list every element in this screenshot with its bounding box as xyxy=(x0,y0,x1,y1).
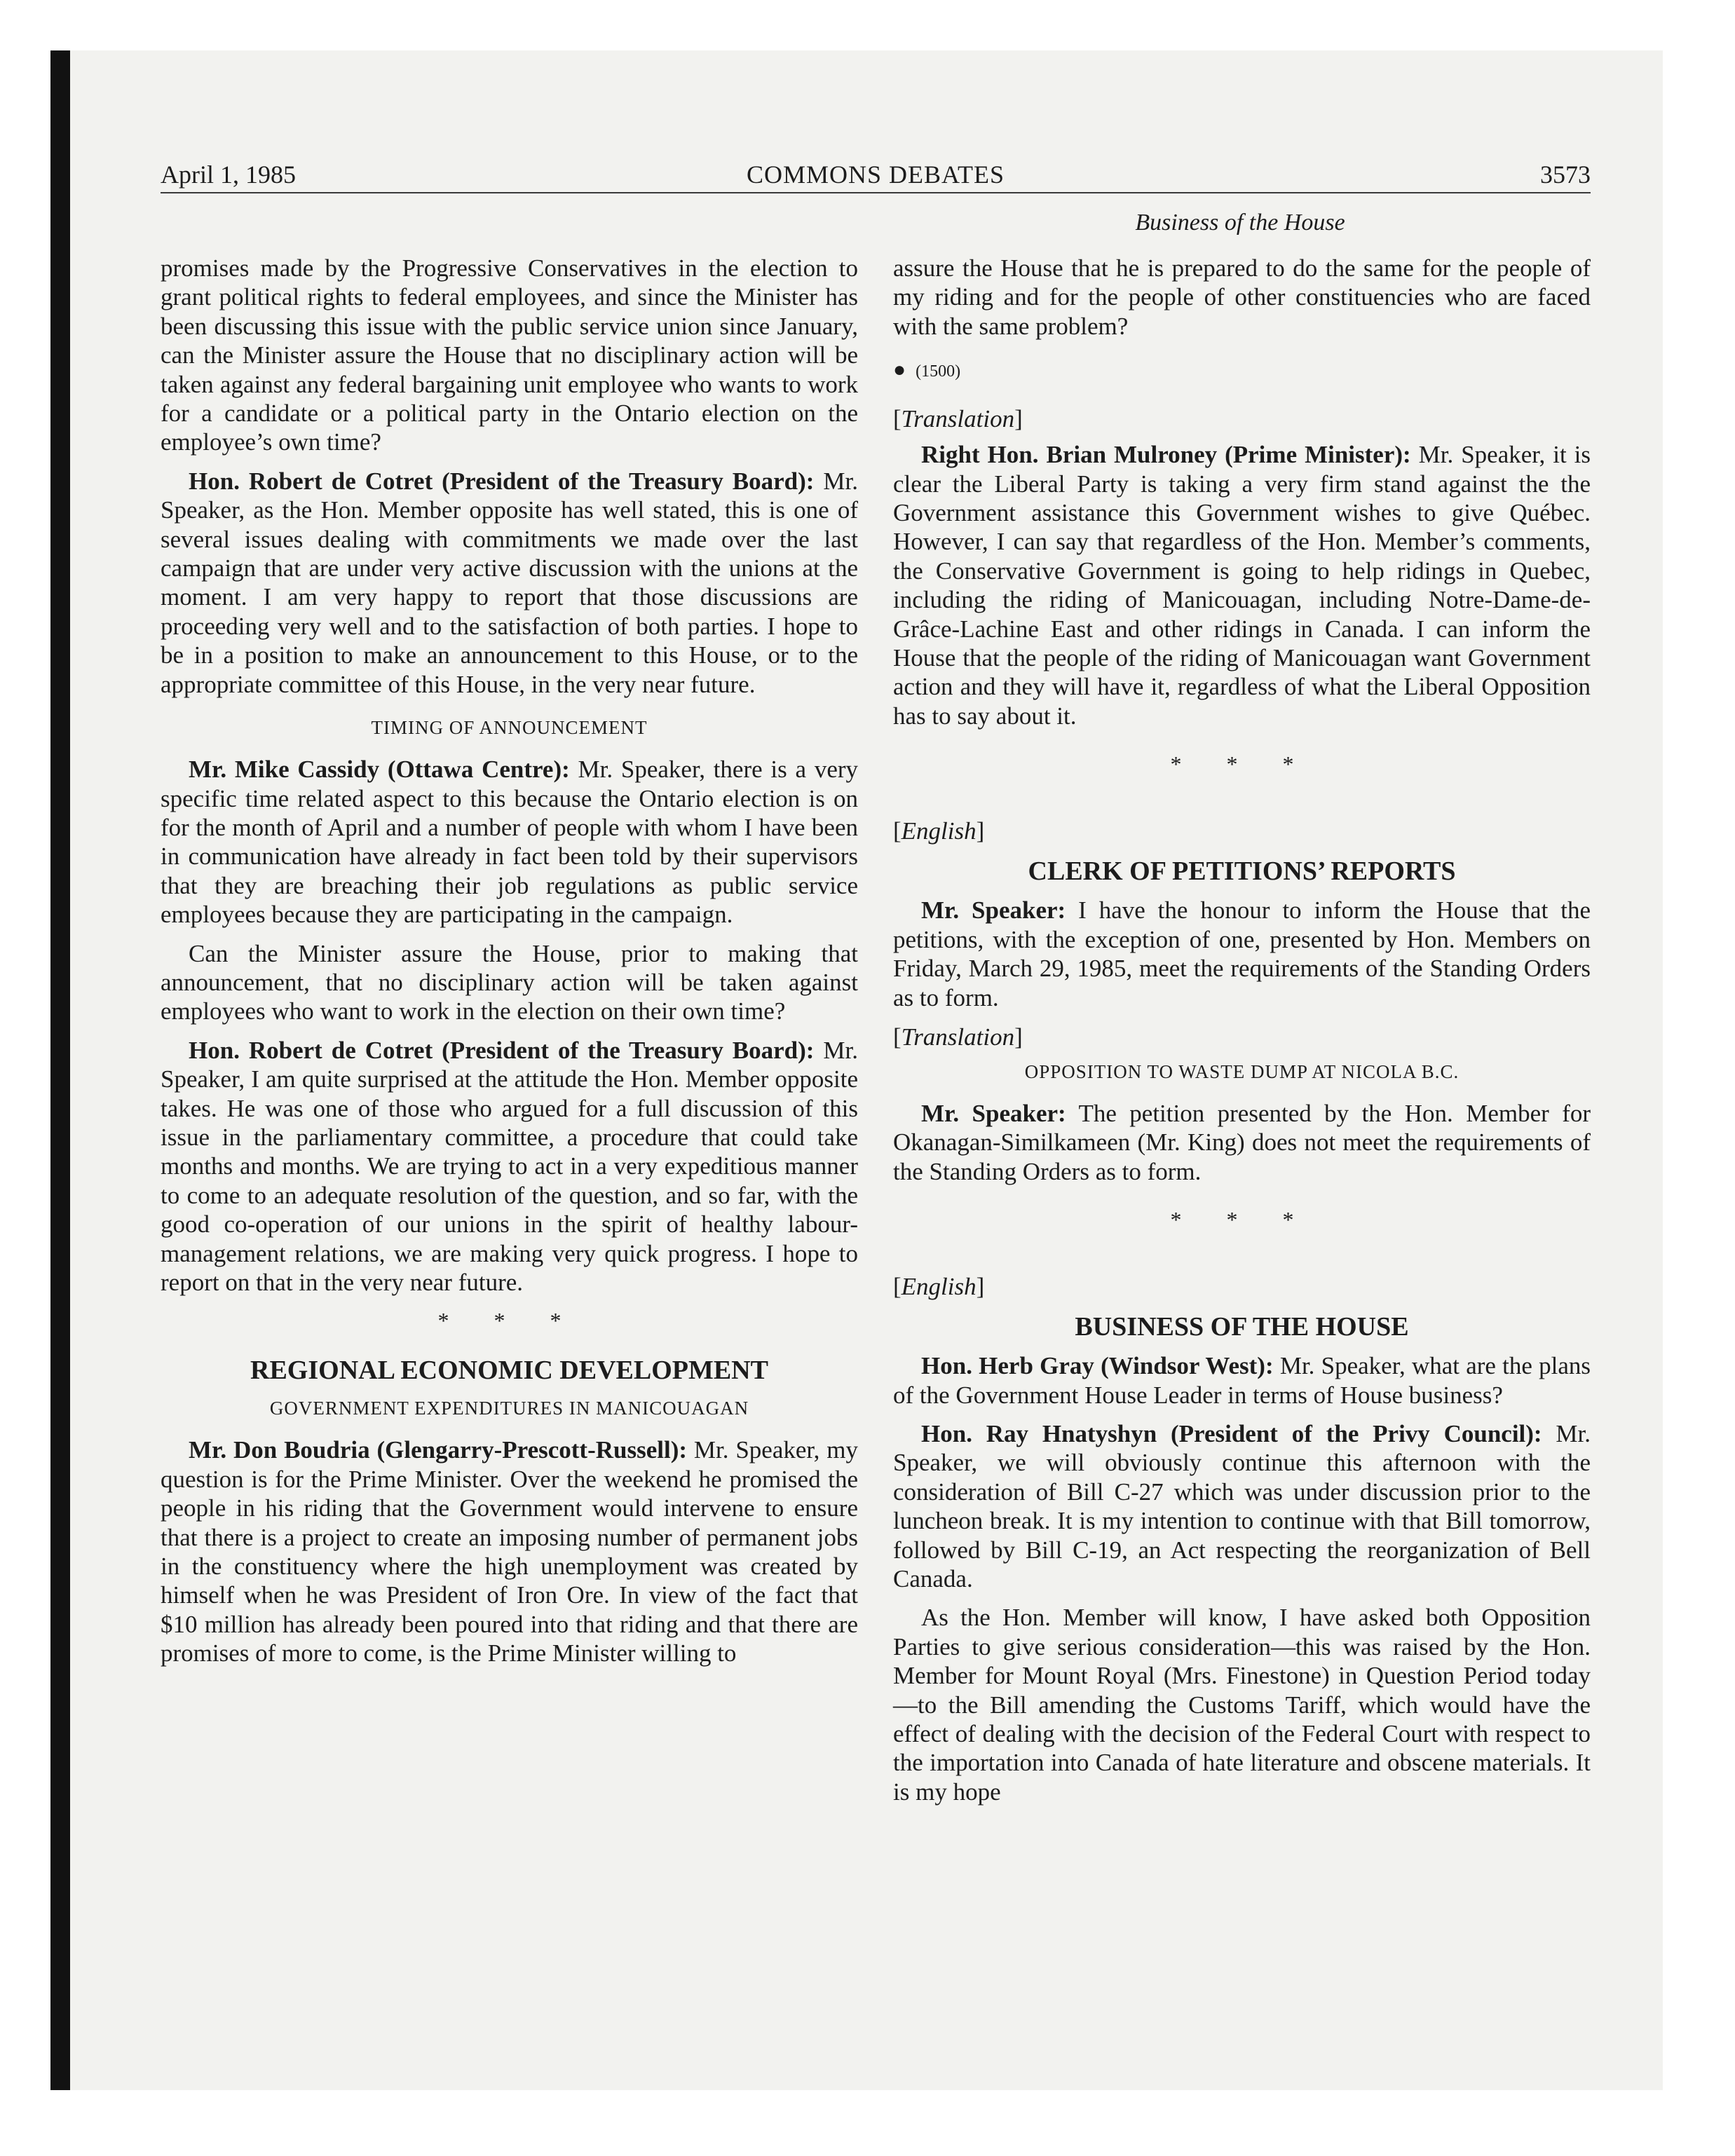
language-marker: [English] xyxy=(893,817,985,845)
running-head xyxy=(161,158,1591,191)
language-marker: [Translation] xyxy=(893,405,1023,433)
header-page-number: 3573 xyxy=(1540,161,1591,189)
speech-paragraph xyxy=(893,1351,1591,1410)
speech-text: Mr. Speaker, I am quite surprised at the attitude the Hon. Member opposite takes. He was one of those who argued for a full discussion of this issue in the parliamentary committee, a procedure that could take months and months. We are trying to act in a very expeditious manner to come to an adequate resolution of the question, and so far, with the good co-operation of our unions in the spirit of healthy labour-management relations, we are making very quick progress. I hope to report on that in the very near future. xyxy=(161,1036,858,1296)
section-title: CLERK OF PETITIONS’ REPORTS xyxy=(1028,857,1456,887)
timestamp-text: (1500) xyxy=(916,362,961,381)
speech-paragraph xyxy=(893,1419,1591,1593)
speech-text: Mr. Speaker, what are the plans of the Government House Leader in terms of House business? xyxy=(893,1352,1591,1409)
paragraph: promises made by the Progressive Conservatives in the election to grant political rights to federal employees, and since the Minister has been discussing this issue with the public service union since January, can the Minister assure the House that no disciplinary action will be taken against any federal bargaining unit employee who wants to work for a candidate or a political party in the Ontario election on the employee’s own time? xyxy=(161,254,858,456)
language-marker: [Translation] xyxy=(893,1023,1023,1051)
speech-paragraph xyxy=(893,896,1591,1012)
speaker-name: Hon. Ray Hnatyshyn (President of the Privy Council): xyxy=(921,1419,1542,1447)
section-title: BUSINESS OF THE HOUSE xyxy=(1075,1312,1409,1342)
speech-text: Mr. Speaker, as the Hon. Member opposite has well stated, this is one of several issues dealing with commitments we made over the last campaign that are under very active discussion with the unions at the moment. I am very happy to report that those discussions are proceeding very well and to the satisfaction of both parties. I hope to be in a position to make an announcement to this House, or to the appropriate committee of this House, in the very near future. xyxy=(161,467,858,698)
speech-paragraph xyxy=(893,440,1591,730)
section-separator: * * * xyxy=(1170,751,1314,777)
speech-text: Mr. Speaker, it is clear the Liberal Party is taking a very firm stand against the the Government assistance this Government wishes to give Québec. However, I can say that regardless of the Hon. Member’s comments, the Conservative Government is going to help ridings in Quebec, including the riding of Manicouagan, including Notre-Dame-de-Grâce-Lachine East and other ridings in Canada. I can inform the House that the people of the riding of Manicouagan want Government action and they will have it, regardless of what the Liberal Opposition has to say about it. xyxy=(893,441,1591,730)
speaker-name: Hon. Herb Gray (Windsor West): xyxy=(921,1352,1274,1380)
speech-paragraph xyxy=(161,1036,858,1297)
paragraph: As the Hon. Member will know, I have asked both Opposition Parties to give serious consideration—this was raised by the Hon. Member for Mount Royal (Mrs. Finestone) in Question Period today—to the Bill amending the Customs Tariff, which would have the effect of dealing with the decision of the Federal Court with respect to the importation into Canada of hate literature and obscene materials. It is my hope xyxy=(893,1604,1591,1806)
paragraph: Can the Minister assure the House, prior to making that announcement, that no disciplinary action will be taken against employees who want to work in the election on their own time? xyxy=(161,939,858,1025)
speaker-name: Mr. Don Boudria (Glengarry-Prescott-Russell): xyxy=(189,1436,688,1464)
speech-text: Mr. Speaker, we will obviously continue this afternoon with the consideration of Bill C-27 which was under discussion prior to the luncheon break. It is my intention to continue with that Bill tomorrow, followed by Bill C-19, an Act respecting the reorganization of Bell Canada. xyxy=(893,1419,1591,1592)
section-title: REGIONAL ECONOMIC DEVELOPMENT xyxy=(250,1356,768,1386)
section-separator: * * * xyxy=(437,1308,581,1334)
language-label: English xyxy=(901,817,977,845)
header-rule xyxy=(161,192,1591,193)
speech-paragraph xyxy=(161,467,858,699)
speech-paragraph xyxy=(161,755,858,929)
speaker-name: Hon. Robert de Cotret (President of the Treasury Board): xyxy=(189,467,815,495)
document-page xyxy=(161,0,1591,2156)
speaker-name: Hon. Robert de Cotret (President of the Treasury Board): xyxy=(189,1036,815,1064)
section-separator: * * * xyxy=(1170,1207,1314,1233)
speech-text: I have the honour to inform the House that the petitions, with the exception of one, presented by Hon. Members on Friday, March 29, 1985, meet the requirements of the Standing Orders as to form. xyxy=(893,896,1591,1011)
section-heading: Business of the House xyxy=(1135,210,1345,236)
speech-text: Mr. Speaker, my question is for the Prime Minister. Over the weekend he promised the people in his riding that the Government would intervene to ensure that there is a project to create an imposing number of permanent jobs in the constituency where the high unemployment was created by himself when he was President of Iron Ore. In view of the fact that $10 million has already been poured into that riding and that there are promises of more to come, is the Prime Minister willing to xyxy=(161,1436,858,1667)
subheading: TIMING OF ANNOUNCEMENT xyxy=(371,717,648,739)
speech-text: Mr. Speaker, there is a very specific time related aspect to this because the Ontario election is on for the month of April and a number of people with whom I have been in communication have already in fact been told by their supervisors that they are breaching their job regulations as public service employees because they are participating in the campaign. xyxy=(161,756,859,929)
header-title: COMMONS DEBATES xyxy=(746,161,1005,189)
scan-edge-bar xyxy=(50,50,70,2090)
language-label: English xyxy=(901,1273,977,1301)
bullet-icon: ● xyxy=(893,358,906,382)
language-label: Translation xyxy=(901,405,1015,433)
subheading: OPPOSITION TO WASTE DUMP AT NICOLA B.C. xyxy=(1024,1060,1460,1082)
language-label: Translation xyxy=(901,1023,1015,1051)
speaker-name: Mr. Speaker: xyxy=(921,1099,1066,1127)
speaker-name: Mr. Mike Cassidy (Ottawa Centre): xyxy=(189,756,570,784)
paragraph: assure the House that he is prepared to do the same for the people of my riding and for the people of other constituencies who are faced with the same problem? xyxy=(893,254,1591,340)
language-marker: [English] xyxy=(893,1273,985,1301)
right-column xyxy=(893,254,1591,1816)
speech-text: The petition presented by the Hon. Member for Okanagan-Similkameen (Mr. King) does not meet the requirements of the Standing Orders as to form. xyxy=(893,1099,1591,1185)
left-column xyxy=(161,254,858,1678)
speech-paragraph xyxy=(161,1435,858,1667)
header-date: April 1, 1985 xyxy=(161,161,296,189)
speech-paragraph xyxy=(893,1099,1591,1186)
speaker-name: Mr. Speaker: xyxy=(921,896,1066,925)
subheading: GOVERNMENT EXPENDITURES IN MANICOUAGAN xyxy=(269,1398,749,1419)
speaker-name: Right Hon. Brian Mulroney (Prime Minister): xyxy=(921,441,1411,469)
timestamp-marker xyxy=(893,356,1591,386)
